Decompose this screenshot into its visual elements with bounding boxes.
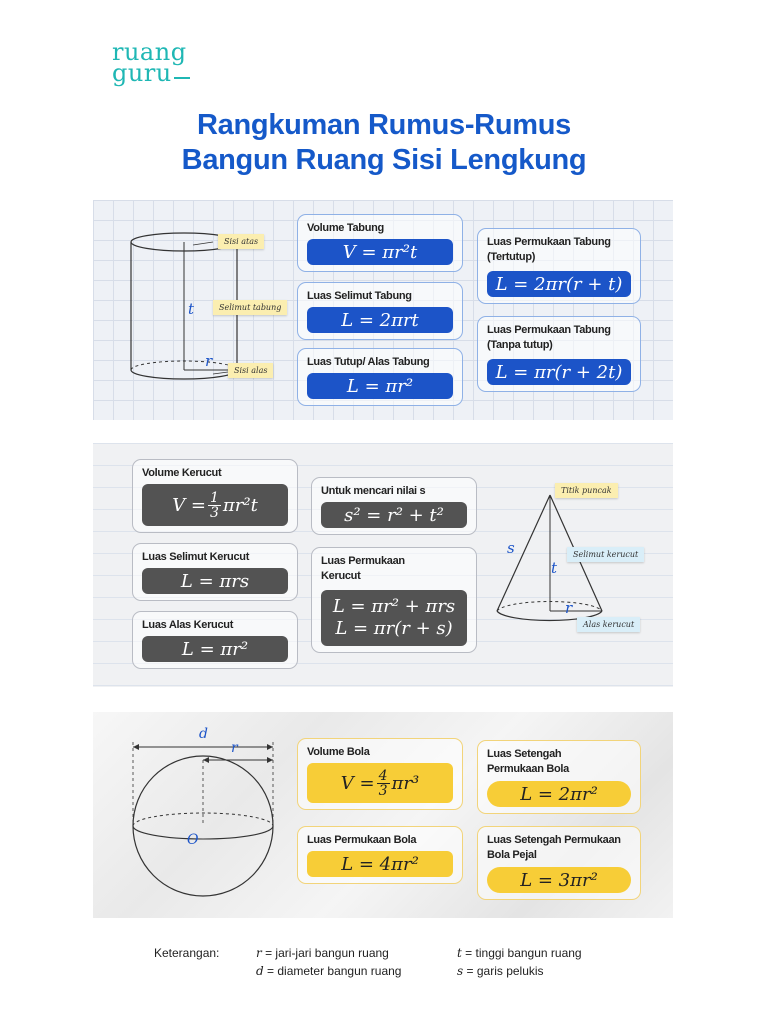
label-d: d — [199, 726, 208, 742]
frac-num: 1 — [210, 489, 219, 506]
formula-box: L = 4πr² — [307, 851, 453, 877]
note-selimut-kerucut: Selimut kerucut — [567, 547, 644, 562]
keterangan-heading: Keterangan: — [154, 946, 220, 960]
formula-box: L = πr(r + 2t) — [487, 359, 631, 385]
card-volume-tabung — [297, 214, 463, 272]
formula-suffix: πr³ — [391, 772, 420, 794]
fraction — [377, 769, 390, 798]
label-t: t — [551, 559, 558, 577]
ruangguru-logo — [112, 38, 202, 94]
formula-line2: L = πr(r + s) — [335, 618, 453, 639]
tabung-panel — [93, 200, 673, 420]
formula-box: L = 2πr(r + t) — [487, 271, 631, 297]
bola-panel — [93, 712, 673, 918]
keterangan-text: = jari-jari bangun ruang — [265, 946, 389, 960]
card-luas-alas-kerucut — [132, 611, 298, 669]
formula-box: V = πr²t — [307, 239, 453, 265]
label-t: t — [188, 300, 195, 318]
keterangan-symbol: r — [256, 946, 262, 960]
card-volume-bola — [297, 738, 463, 810]
cone-diagram — [483, 443, 673, 687]
card-volume-kerucut — [132, 459, 298, 533]
card-label: Luas Permukaan Bola — [307, 834, 417, 846]
card-label: Volume Kerucut — [142, 467, 222, 479]
card-luas-selimut-kerucut — [132, 543, 298, 601]
formula-prefix: V = — [172, 494, 206, 516]
label-o: O — [187, 832, 199, 848]
frac-den: 3 — [378, 782, 388, 799]
card-label: Luas Selimut Kerucut — [142, 551, 250, 563]
card-label: Volume Bola — [307, 746, 370, 758]
note-titik-puncak: Titik puncak — [555, 483, 618, 498]
card-luas-setengah-permukaan-bola-pejal — [477, 826, 641, 900]
formula-box — [307, 763, 453, 803]
formula-line1: L = πr² + πrs — [332, 596, 456, 617]
card-luas-setengah-permukaan-bola — [477, 740, 641, 814]
keterangan-item — [457, 962, 582, 980]
logo-line1: ruang — [112, 38, 187, 66]
formula-box: L = 3πr² — [487, 867, 631, 893]
card-label: Luas Setengah Permukaan Bola — [487, 748, 570, 775]
card-label: Luas Selimut Tabung — [307, 290, 412, 302]
formula-box — [142, 484, 288, 526]
card-luas-permukaan-bola — [297, 826, 463, 884]
keterangan-col2 — [457, 944, 582, 980]
keterangan-col1 — [256, 944, 401, 980]
note-sisi-atas: Sisi atas — [218, 234, 264, 249]
keterangan-item — [256, 962, 401, 980]
card-label: Luas Permukaan Kerucut — [321, 555, 405, 582]
formula-box: L = 2πr² — [487, 781, 631, 807]
formula-box: L = πr² — [307, 373, 453, 399]
fraction — [208, 491, 221, 520]
keterangan-symbol: d — [256, 964, 264, 978]
formula-box: L = 2πrt — [307, 307, 453, 333]
card-label: Untuk mencari nilai s — [321, 485, 426, 497]
keterangan-text: = garis pelukis — [466, 964, 544, 978]
label-r: r — [231, 740, 238, 756]
formula-box — [321, 590, 467, 646]
card-label: Luas Permukaan Tabung (Tertutup) — [487, 236, 611, 263]
formula-suffix: πr²t — [222, 494, 258, 516]
formula-box: L = πrs — [142, 568, 288, 594]
card-mencari-s — [311, 477, 477, 535]
frac-num: 4 — [378, 767, 388, 784]
note-sisi-alas: Sisi alas — [228, 363, 273, 378]
sphere-diagram — [93, 712, 293, 918]
note-alas-kerucut: Alas kerucut — [577, 617, 640, 632]
formula-box: L = πr² — [142, 636, 288, 662]
card-label: Luas Tutup/ Alas Tabung — [307, 356, 430, 368]
formula-prefix: V = — [340, 772, 375, 794]
keterangan-symbol: s — [457, 964, 464, 978]
keterangan-item — [256, 944, 401, 962]
keterangan-text: = tinggi bangun ruang — [465, 946, 582, 960]
logo-line2: guru — [112, 59, 172, 87]
keterangan-item — [457, 944, 582, 962]
kerucut-panel — [93, 443, 673, 687]
card-luas-permukaan-tabung-tertutup — [477, 228, 641, 304]
label-s: s — [507, 539, 515, 557]
page-title-line1: Rangkuman Rumus-Rumus — [197, 109, 571, 141]
note-selimut-tabung: Selimut tabung — [213, 300, 287, 315]
frac-den: 3 — [210, 504, 219, 521]
card-label: Volume Tabung — [307, 222, 384, 234]
logo-underline — [174, 77, 190, 79]
formula-box: s² = r² + t² — [321, 502, 467, 528]
card-label: Luas Alas Kerucut — [142, 619, 234, 631]
card-luas-permukaan-tabung-tanpa-tutup — [477, 316, 641, 392]
card-label: Luas Permukaan Tabung (Tanpa tutup) — [487, 324, 611, 351]
keterangan-text: = diameter bangun ruang — [267, 964, 402, 978]
card-luas-selimut-tabung — [297, 282, 463, 340]
keterangan-symbol: t — [457, 946, 462, 960]
card-luas-tutup-alas-tabung — [297, 348, 463, 406]
card-luas-permukaan-kerucut — [311, 547, 477, 653]
page-title-line2: Bangun Ruang Sisi Lengkung — [181, 144, 587, 176]
label-r: r — [205, 352, 213, 370]
card-label: Luas Setengah Permukaan Bola Pejal — [487, 834, 621, 861]
label-r: r — [565, 599, 573, 617]
